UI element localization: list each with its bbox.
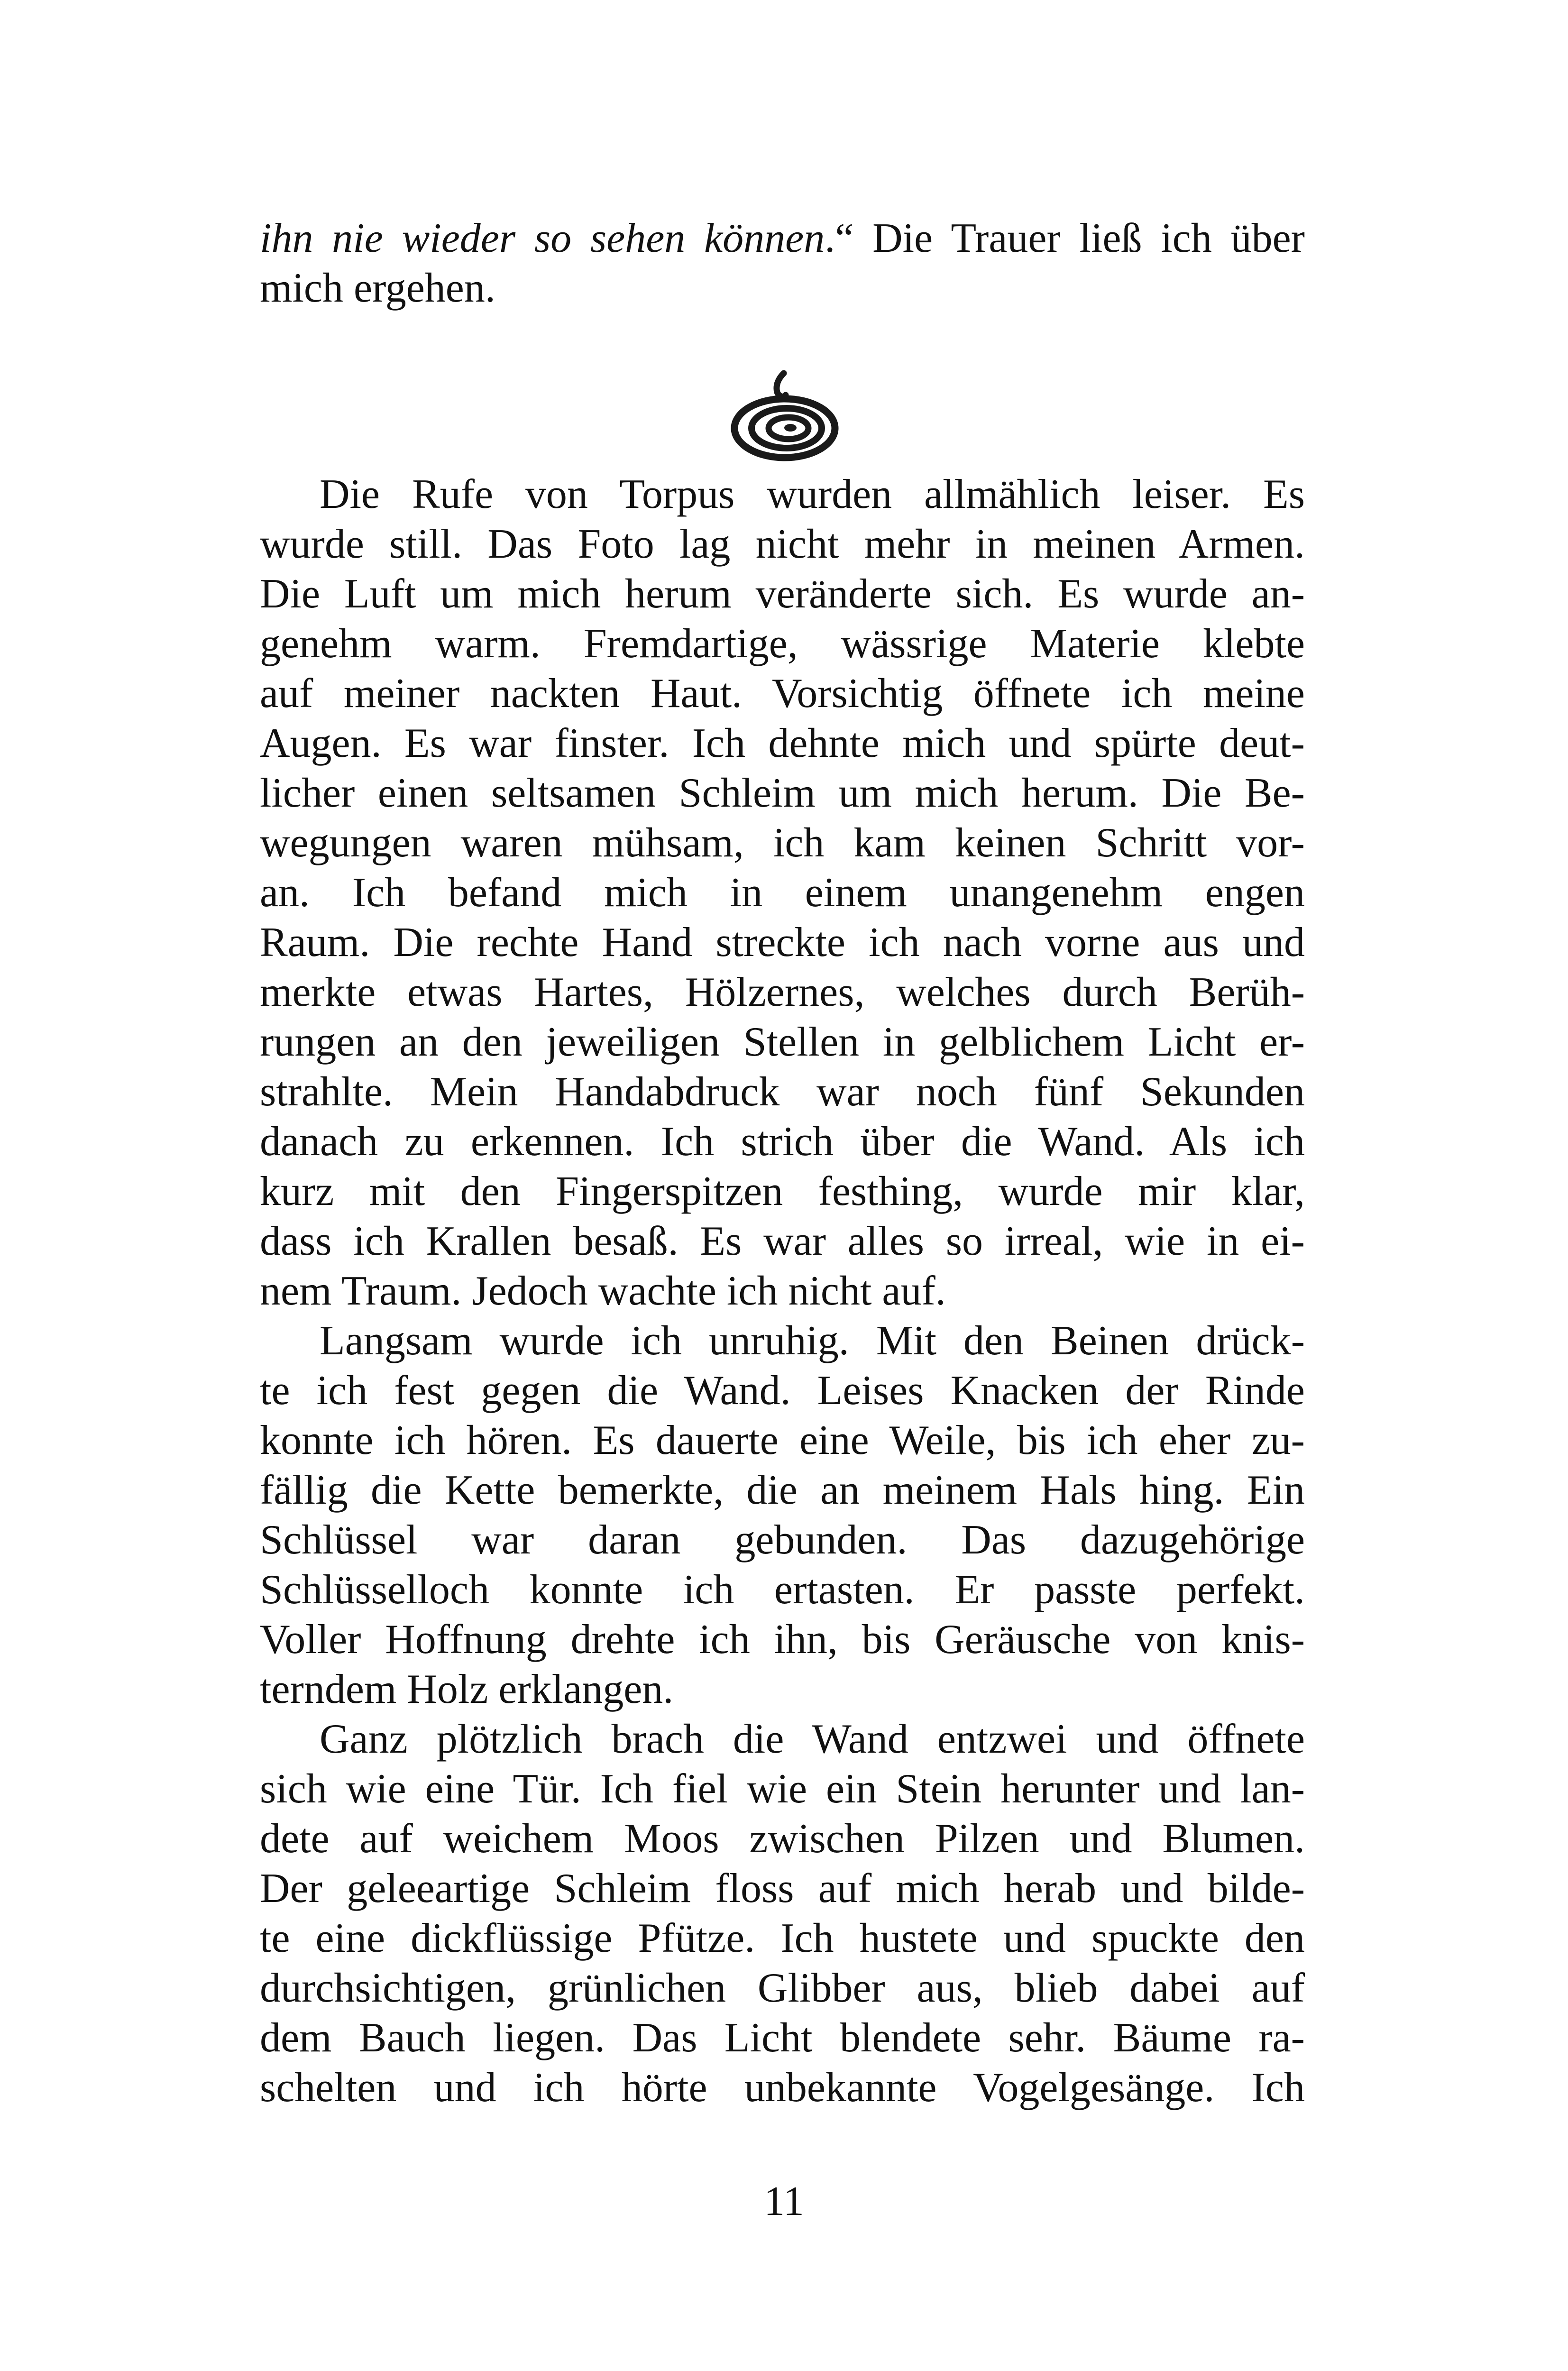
text-line: dass ich Krallen besaß. Es war alles so irreal, wie in ei-	[260, 1218, 1305, 1264]
page-number: 11	[764, 2178, 804, 2224]
text-line: kurz mit den Fingerspitzen festhing, wurde mir klar,	[260, 1168, 1305, 1214]
text-line: Ganz plötzlich brach die Wand entzwei und öffnete	[320, 1716, 1305, 1762]
text-line: nem Traum. Jedoch wachte ich nicht auf.	[260, 1268, 946, 1314]
opening-line-1	[260, 213, 1305, 263]
text-line: Langsam wurde ich unruhig. Mit den Beinen drück-	[320, 1318, 1305, 1364]
text-line: dem Bauch liegen. Das Licht blendete sehr. Bäume ra-	[260, 2015, 1305, 2061]
paragraph	[260, 1714, 1305, 2113]
opening-text	[260, 213, 1305, 313]
text-line: dete auf weichem Moos zwischen Pilzen und Blumen.	[260, 1816, 1305, 1862]
text-line: sich wie eine Tür. Ich fiel wie ein Stein herunter und lan-	[260, 1766, 1305, 1812]
text-line: durchsichtigen, grünlichen Glibber aus, blieb dabei auf	[260, 1965, 1305, 2011]
text-line: licher einen seltsamen Schleim um mich herum. Die Be-	[260, 770, 1305, 816]
italic-quote: ihn nie wieder so sehen können	[260, 215, 825, 261]
text-line: merkte etwas Hartes, Hölzernes, welches durch Berüh-	[260, 969, 1305, 1015]
text-line: rungen an den jeweiligen Stellen in gelblichem Licht er-	[260, 1019, 1305, 1065]
body-text	[260, 469, 1305, 2113]
text-line: danach zu erkennen. Ich strich über die Wand. Als ich	[260, 1119, 1305, 1165]
text-line: wurde still. Das Foto lag nicht mehr in meinen Armen.	[260, 521, 1305, 567]
text-line: Die Rufe von Torpus wurden allmählich leiser. Es	[320, 471, 1305, 517]
text-line: Schlüssel war daran gebunden. Das dazugehörige	[260, 1517, 1305, 1563]
text-line: te ich fest gegen die Wand. Leises Knacken der Rinde	[260, 1368, 1305, 1414]
text-line: Raum. Die rechte Hand streckte ich nach vorne aus und	[260, 919, 1305, 965]
text-line: Augen. Es war finster. Ich dehnte mich und spürte deut-	[260, 720, 1305, 766]
opening-line-1-rest: .“ Die Trauer ließ ich über	[825, 215, 1305, 261]
text-line: Voller Hoffnung drehte ich ihn, bis Geräusche von knis-	[260, 1617, 1305, 1663]
text-line: Die Luft um mich herum veränderte sich. Es wurde an-	[260, 571, 1305, 617]
text-line: schelten und ich hörte unbekannte Vogelgesänge. Ich	[260, 2065, 1305, 2111]
text-line: Schlüsselloch konnte ich ertasten. Er passte perfekt.	[260, 1567, 1305, 1613]
text-line: wegungen waren mühsam, ich kam keinen Schritt vor-	[260, 820, 1305, 866]
text-line: auf meiner nackten Haut. Vorsichtig öffnete ich meine	[260, 671, 1305, 717]
paragraph	[260, 1316, 1305, 1714]
text-line: strahlte. Mein Handabdruck war noch fünf Sekunden	[260, 1069, 1305, 1115]
text-line: an. Ich befand mich in einem unangenehm engen	[260, 870, 1305, 916]
text-line: genehm warm. Fremdartige, wässrige Materie klebte	[260, 621, 1305, 667]
paragraph	[260, 469, 1305, 1316]
text-line: Der geleeartige Schleim floss auf mich herab und bilde-	[260, 1866, 1305, 1912]
text-line: fällig die Kette bemerkte, die an meinem Hals hing. Ein	[260, 1467, 1305, 1513]
text-line: terndem Holz erklangen.	[260, 1666, 674, 1712]
text-line: te eine dickflüssige Pfütze. Ich hustete und spuckte den	[260, 1915, 1305, 1961]
spiral-ornament-icon	[728, 368, 842, 462]
opening-line-2: mich ergehen.	[260, 265, 495, 311]
text-line: konnte ich hören. Es dauerte eine Weile, bis ich eher zu-	[260, 1417, 1305, 1463]
